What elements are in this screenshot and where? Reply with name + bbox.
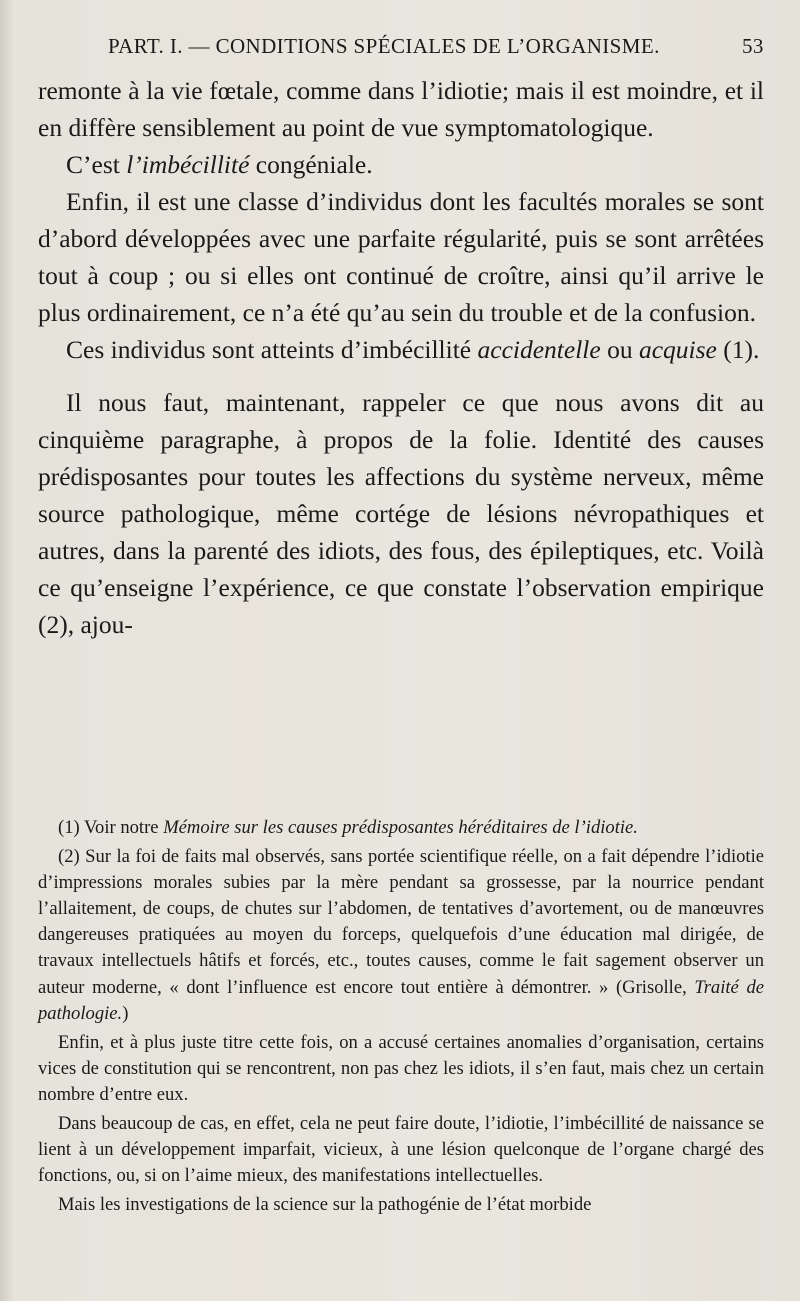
text-run: ou [600,335,639,364]
footnote-2-continued: Enfin, et à plus juste titre cette fois, on a accusé certaines anomalies d’organisation, certains vices de constitution qui se rencontrent, non pas chez les idiots, il s’en faut, mais chez un certain nombre d’entre eux. [38,1031,764,1105]
page-header [0,34,800,64]
paragraph-folie: Il nous faut, maintenant, rappeler ce que nous avons dit au cinquième paragraphe, à propos de la folie. Identité des causes prédisposantes pour toutes les affections du système nerveux, même source pathologique, même cortége de lésions névropathiques et autres, dans la parenté des idiots, des fous, des épileptiques, etc. Voilà ce qu’enseigne l’expérience, ce que constate l’observation empirique (2), ajou- [38,388,764,639]
page-number: 53 [742,34,764,58]
paragraph-imbecillite-acquise [38,331,764,368]
italic-term: l’imbécillité [126,150,250,179]
text-run: (1). [716,335,760,364]
text-run: (2) Sur la foi de faits mal observés, sans portée scientifique réelle, on a fait dépendre l’idiotie d’impressions morales subies par la mère pendant sa grossesse, par la nourrice pendant l’allaitement, de coups, de chutes sur l’abdomen, de tentatives d’avortement, ou de manœuvres dangereuses pratiquées au moyen du forceps, quelquefois d’une éducation mal dirigée, de travaux intellectuels hâtifs et forcés, etc., toutes causes, comme le fait sagement observer un auteur moderne, « dont l’influence est encore tout entière à démontrer. » (Grisolle, [38,846,764,998]
paragraph-imbecillite-congeniale [38,146,764,183]
running-title: PART. I. — CONDITIONS SPÉCIALES DE L’ORGANISME. [108,34,660,58]
italic-title: Traité de pathologie. [38,976,764,1024]
text-run: C’est [66,150,127,179]
footnote-2-continued: Dans beaucoup de cas, en effet, cela ne peut faire doute, l’idiotie, l’imbécillité de naissance se lient à un développement imparfait, vicieux, à une lésion quelconque de l’organe chargé des fonctions, ou, si on l’aime mieux, des manifestations intellectuelles. [38,1113,764,1187]
text-run: Ces individus sont atteints d’imbécillité [66,335,478,364]
paragraph-continuation: remonte à la vie fœtale, comme dans l’idiotie; mais il est moindre, et il en diffère sensiblement au point de vue symptomatologique. [38,76,764,142]
paragraph-classe-individus: Enfin, il est une classe d’individus dont les facultés morales se sont d’abord développées avec une parfaite régularité, puis se sont arrêtées tout à coup ; ou si elles ont continué de croître, ainsi qu’il arrive le plus ordinairement, ce n’a été qu’au sein du trouble et de la confusion. [38,187,764,327]
text-run: ) [122,1002,129,1024]
text-run: (1) Voir notre [58,817,164,838]
italic-term: acquise [638,335,717,364]
italic-title: Mémoire sur les causes prédisposantes héréditaires de l’idiotie. [163,817,638,838]
text-run: congéniale. [249,150,373,179]
italic-term: accidentelle [477,335,601,364]
footnote-2 [38,844,764,1027]
footnote-1 [38,815,764,841]
footnote-2-continued: Mais les investigations de la science sur la pathogénie de l’état morbide [58,1194,592,1216]
footnotes [38,815,764,1218]
main-text [38,72,764,643]
